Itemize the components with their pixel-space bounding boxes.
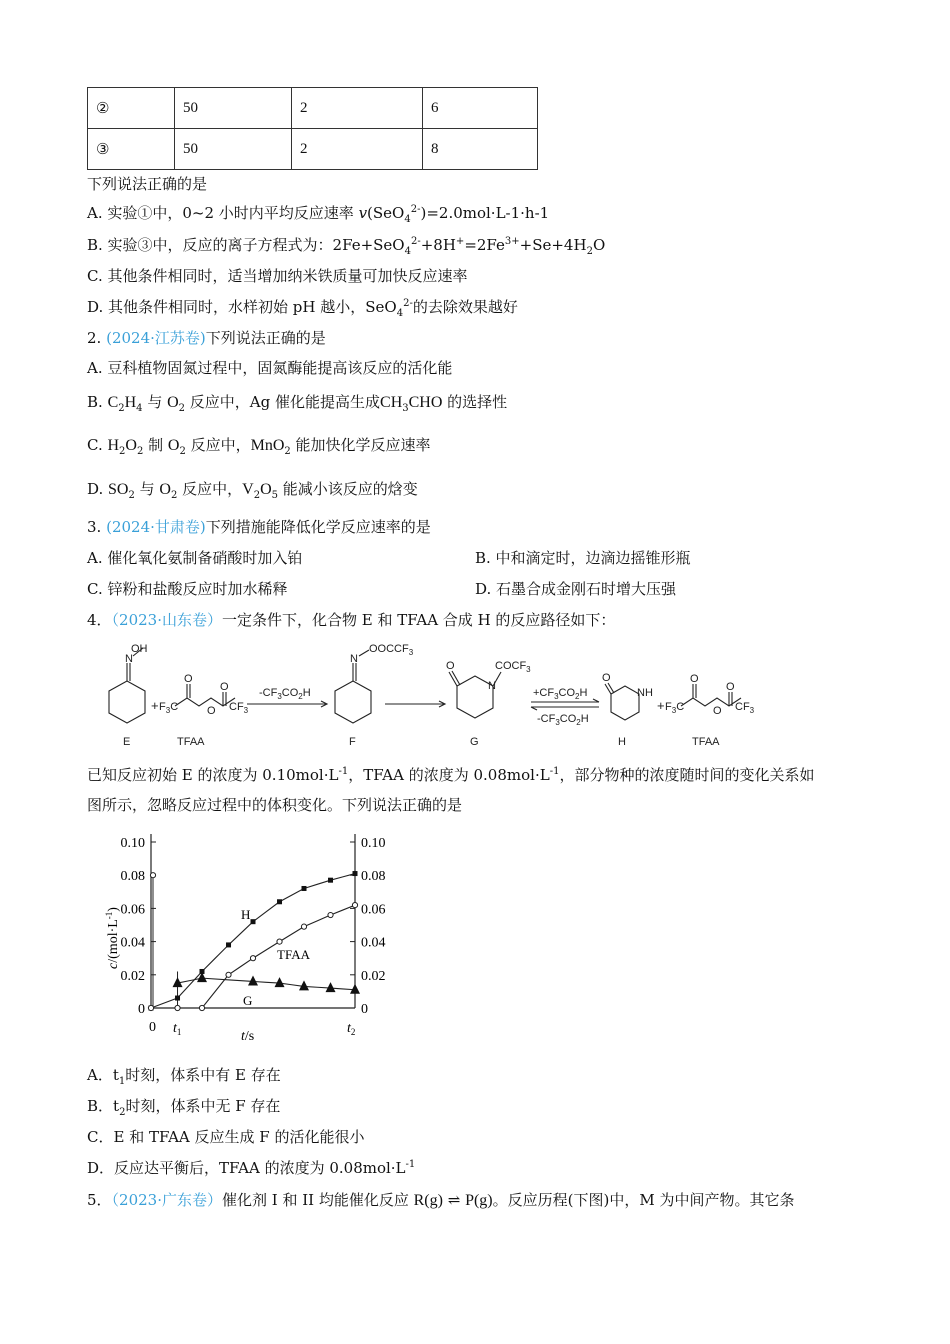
series-label-g: G (243, 993, 253, 1008)
scheme-f3c-2: $F_3C$ (665, 701, 685, 715)
q1-option-d: D. 其他条件相同时，水样初始 pH 越小，SeO$_4^{2-}$的去除效果越好 (87, 298, 518, 319)
y-tick-label-right: 0.06 (361, 902, 386, 918)
data-point-triangle (248, 975, 258, 985)
table-cell: 50 (175, 88, 292, 129)
series-label-h: H (241, 907, 251, 922)
q2-option-d: D. $SO_2$ 与 $O_2$ 反应中，$V_2O_5$ 能减小该反应的焓变 (87, 480, 418, 501)
e-point (150, 873, 155, 878)
table-row (88, 88, 538, 129)
data-point-circle (226, 972, 231, 977)
table-cell: 2 (292, 129, 423, 170)
scheme-cf3-2: $CF_3$ (735, 701, 755, 715)
q3-option-b: B. 中和滴定时，边滴边摇锥形瓶 (475, 549, 691, 567)
data-point-circle (352, 902, 357, 907)
q3-option-c: C. 锌粉和盐酸反应时加水稀释 (87, 580, 288, 598)
scheme-g-sub: $COCF_3$ (495, 660, 531, 674)
scheme-o-4: O (690, 673, 699, 685)
y-tick-label-left: 0.06 (120, 902, 145, 918)
y-tick-label-right: 0.04 (361, 935, 386, 951)
scheme-o-2: O (207, 705, 216, 717)
q2-stem: 2. (2024·江苏卷)下列说法正确的是 (87, 329, 326, 347)
q5-source: （2023·广东卷） (111, 1191, 222, 1209)
q3-option-d: D. 石墨合成金刚石时增大压强 (475, 580, 677, 598)
data-point-triangle (350, 984, 360, 994)
table-cell: 8 (423, 129, 538, 170)
q4-stem: 4．（2023·山东卷）一定条件下，化合物 E 和 TFAA 合成 H 的反应路径如下： (87, 611, 616, 629)
scheme-label-tfaa-2: TFAA (692, 736, 720, 748)
table-cell: 50 (175, 129, 292, 170)
y-tick-label-left: 0.02 (120, 968, 145, 984)
scheme-o-6: O (726, 681, 735, 693)
y-tick-label-right: 0.08 (361, 869, 386, 885)
chart-x-tick-t1: $t_1$ (173, 1021, 182, 1037)
q4-option-d: D．反应达平衡后，TFAA 的浓度为 $0.08mol\cdot L^{-1}$ (87, 1159, 416, 1177)
q4-option-a: A．$t_1$时刻，体系中有 E 存在 (87, 1066, 281, 1087)
scheme-cf3: $CF_3$ (229, 701, 249, 715)
scheme-arrow1-label: $-CF_3CO_2H$ (259, 687, 311, 701)
q1-option-c: C. 其他条件相同时，适当增加纳米铁质量可加快反应速率 (87, 267, 468, 285)
y-tick-label-left: 0.08 (120, 869, 145, 885)
data-point-square (328, 878, 333, 883)
scheme-h-nh: NH (637, 687, 653, 699)
q2-option-b: B. $C_2H_4$ 与 $O_2$ 反应中，Ag 催化能提高生成$CH_3CHO$ 的选择性 (87, 393, 508, 414)
data-point-triangle (326, 982, 336, 992)
data-point-square (353, 871, 358, 876)
scheme-g-n: N (488, 680, 496, 692)
scheme-eq-bottom: $-CF_3CO_2H$ (537, 713, 589, 727)
chart-x-tick-t2: $t_2$ (347, 1021, 356, 1037)
table-cell: 2 (292, 88, 423, 129)
q1-option-a: A. 实验①中，0~2 小时内平均反应速率 v(SeO$_4^{2-}$)=2.0mol·L-1·h-1 (87, 204, 550, 225)
scheme-o-1: O (184, 673, 193, 685)
q4-source: （2023·山东卷） (111, 611, 222, 629)
scheme-label-h: H (618, 736, 626, 748)
data-point-circle (148, 1005, 153, 1010)
chart-y-label: $c/(mol\cdot L^{-1})$ (104, 907, 121, 969)
scheme-e-n: N (125, 653, 133, 665)
scheme-o-3: O (220, 681, 229, 693)
data-point-square (277, 899, 282, 904)
scheme-h-o: O (602, 672, 611, 684)
y-tick-label-right: 0 (361, 1002, 368, 1017)
scheme-plus-2: + (657, 698, 665, 713)
scheme-g-o: O (446, 660, 455, 672)
scheme-f-n: N (350, 653, 358, 665)
scheme-eq-top: $+CF_3CO_2H$ (533, 687, 588, 701)
q4-info-1: 已知反应初始 E 的浓度为 $0.10mol\cdot L^{-1}$，TFAA 的浓度为 $0.08mol\cdot L^{-1}$，部分物种的浓度随时间的变化关系如 (87, 766, 815, 784)
series-label-tfaa: TFAA (277, 947, 310, 962)
y-tick-label-right: 0.10 (361, 836, 386, 851)
table-cell: ③ (88, 129, 175, 170)
data-point-square (302, 886, 307, 891)
reaction-scheme (87, 636, 767, 754)
q2-source: (2024·江苏卷) (106, 329, 206, 347)
scheme-e-oh: OH (131, 643, 148, 655)
scheme-f-sub: $OOCCF_3$ (369, 643, 414, 657)
data-point-triangle (197, 972, 207, 982)
data-point-circle (328, 912, 333, 917)
chart-x-label: t/s (241, 1029, 255, 1044)
data-point-circle (199, 1005, 204, 1010)
q3-stem: 3. (2024·甘肃卷)下列措施能降低化学反应速率的是 (87, 518, 431, 536)
q2-option-a: A. 豆科植物固氮过程中，固氮酶能提高该反应的活化能 (87, 359, 453, 377)
scheme-label-tfaa-1: TFAA (177, 736, 205, 748)
q4-info-2: 图所示，忽略反应过程中的体积变化。下列说法正确的是 (87, 796, 463, 814)
q2-option-c: C. $H_2O_2$ 制 $O_2$ 反应中，MnO$_2$ 能加快化学反应速率 (87, 436, 431, 457)
q4-option-c: C．E 和 TFAA 反应生成 F 的活化能很小 (87, 1128, 365, 1146)
data-point-square (251, 919, 256, 924)
scheme-o-5: O (713, 705, 722, 717)
table-cell: 6 (423, 88, 538, 129)
data-point-circle (250, 956, 255, 961)
table-row (88, 129, 538, 170)
y-tick-label-right: 0.02 (361, 968, 386, 984)
data-point-square (226, 942, 231, 947)
scheme-label-e: E (123, 736, 131, 748)
data-point-triangle (275, 977, 285, 987)
data-point-circle (175, 1005, 180, 1010)
y-tick-label-left: 0.10 (120, 836, 145, 851)
data-point-circle (301, 924, 306, 929)
data-point-square (175, 996, 180, 1001)
q5-stem: 5．（2023·广东卷）催化剂 I 和 II 均能催化反应 R(g) ⇌ P(g)。反应历程(下图)中，M 为中间产物。其它条 (87, 1191, 795, 1209)
experiment-table (87, 87, 538, 170)
scheme-plus-1: + (151, 698, 159, 713)
scheme-label-g: G (470, 736, 479, 748)
q1-stem: 下列说法正确的是 (87, 175, 208, 193)
table-cell: ② (88, 88, 175, 129)
chart-x-tick-zero: 0 (149, 1020, 156, 1035)
y-tick-label-left: 0 (138, 1002, 145, 1017)
y-tick-label-left: 0.04 (120, 935, 145, 951)
q3-source: (2024·甘肃卷) (106, 518, 206, 536)
scheme-label-f: F (349, 736, 356, 748)
data-point-circle (277, 939, 282, 944)
q4-option-b: B．$t_2$时刻，体系中无 F 存在 (87, 1097, 281, 1118)
q3-option-a: A. 催化氧化氨制备硝酸时加入铂 (87, 549, 303, 567)
concentration-chart (87, 826, 407, 1048)
q1-option-b: B. 实验③中，反应的离子方程式为：$2Fe+SeO_4^{2-}+8H^+=2Fe^{3+}+Se+4H_2O$ (87, 236, 606, 257)
scheme-f3c: $F_3C$ (159, 701, 179, 715)
